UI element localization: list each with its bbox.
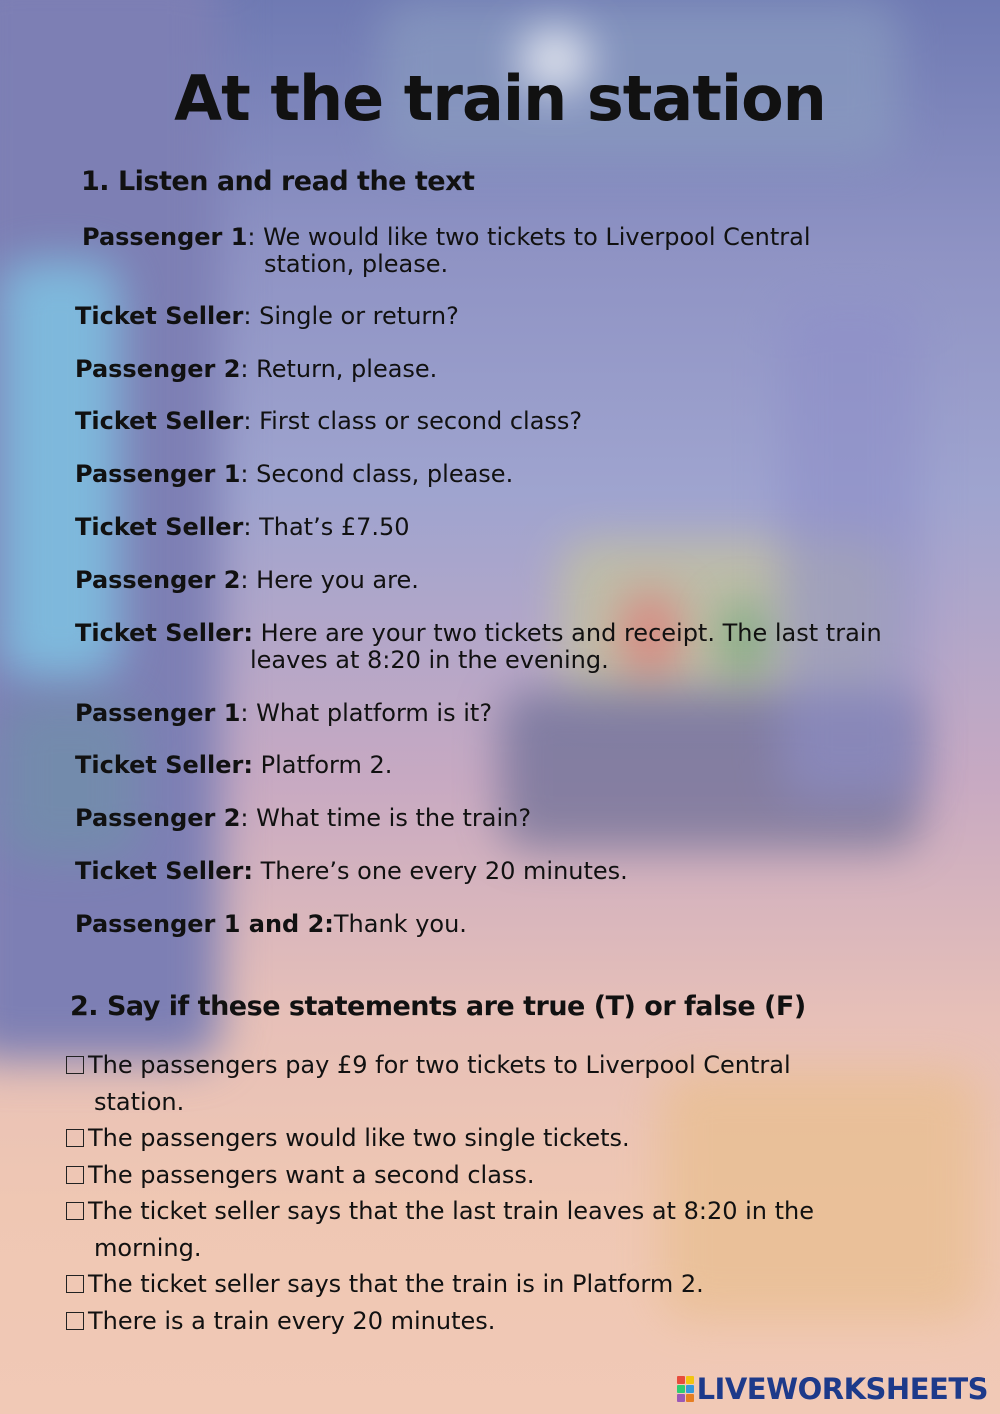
answer-checkbox[interactable]	[66, 1312, 84, 1330]
liveworksheets-logo[interactable]	[677, 1372, 988, 1406]
logo-text: LIVEWORKSHEETS	[696, 1372, 988, 1406]
speaker-name: Ticket Seller:	[75, 751, 253, 779]
false-letter: F	[775, 991, 794, 1022]
speaker-name: Passenger 1	[75, 460, 241, 488]
speaker-name: Passenger 1 and 2:	[75, 910, 334, 938]
dialogue-text: Single or return?	[259, 302, 459, 330]
speaker-name: Ticket Seller:	[75, 619, 253, 647]
speaker-separator: :	[243, 302, 260, 330]
statement-text: The ticket seller says that the train is in Platform 2.	[88, 1270, 704, 1298]
dialogue-line	[75, 461, 513, 488]
dialogue-text: Return, please.	[256, 355, 438, 383]
section-2-heading	[70, 991, 806, 1022]
speaker-separator: :	[240, 566, 257, 594]
speaker-name: Passenger 1	[82, 223, 248, 251]
dialogue-line	[75, 514, 410, 541]
section-1-heading: 1. Listen and read the text	[81, 166, 475, 197]
speaker-separator: :	[240, 460, 257, 488]
statement-item	[66, 1157, 926, 1194]
logo-square	[677, 1376, 685, 1384]
speaker-separator	[253, 751, 261, 779]
statement-item	[66, 1266, 926, 1303]
logo-square	[677, 1394, 685, 1402]
speaker-separator: :	[247, 223, 264, 251]
speaker-name: Ticket Seller	[75, 407, 244, 435]
statement-text: The ticket seller says that the last train leaves at 8:20 in the	[88, 1197, 814, 1225]
statement-item	[66, 1120, 926, 1157]
dialogue-line	[75, 752, 392, 779]
answer-checkbox[interactable]	[66, 1202, 84, 1220]
statement-text: The passengers want a second class.	[88, 1161, 535, 1189]
page-title: At the train station	[174, 62, 826, 135]
dialogue-line	[75, 303, 459, 330]
speaker-separator: :	[240, 804, 257, 832]
dialogue-text: Here you are.	[256, 566, 419, 594]
dialogue-line	[75, 700, 492, 727]
logo-square	[686, 1394, 694, 1402]
answer-checkbox[interactable]	[66, 1275, 84, 1293]
dialogue-text: What time is the train?	[256, 804, 532, 832]
statement-text: There is a train every 20 minutes.	[88, 1307, 496, 1335]
speaker-name: Passenger 2	[75, 566, 241, 594]
answer-checkbox[interactable]	[66, 1056, 84, 1074]
dialogue-text: Here are your two tickets and receipt. The last train	[260, 619, 882, 647]
dialogue-line	[75, 805, 531, 832]
dialogue-line	[75, 567, 419, 594]
speaker-separator: :	[243, 407, 260, 435]
statement-item	[66, 1303, 926, 1340]
speaker-name: Passenger 2	[75, 804, 241, 832]
dialogue-text: Thank you.	[333, 910, 467, 938]
dialogue-line	[75, 408, 582, 435]
dialogue-continuation: leaves at 8:20 in the evening.	[250, 646, 609, 674]
dialogue-line	[75, 620, 882, 647]
answer-checkbox[interactable]	[66, 1166, 84, 1184]
heading-text: ) or false (	[623, 991, 776, 1022]
speaker-separator	[253, 857, 261, 885]
statement-text: The passengers would like two single tickets.	[88, 1124, 630, 1152]
statement-item	[66, 1047, 926, 1121]
dialogue-text: Platform 2.	[260, 751, 393, 779]
speaker-separator	[253, 619, 261, 647]
speaker-name: Ticket Seller:	[75, 857, 253, 885]
dialogue-line	[82, 224, 811, 251]
speaker-separator: :	[240, 355, 257, 383]
dialogue-continuation: station, please.	[264, 250, 449, 278]
dialogue-text: We would like two tickets to Liverpool Central	[263, 223, 811, 251]
dialogue-text: That’s £7.50	[259, 513, 410, 541]
statement-item	[66, 1193, 926, 1267]
logo-square	[677, 1385, 685, 1393]
heading-text: )	[793, 991, 806, 1022]
dialogue-text: There’s one every 20 minutes.	[260, 857, 628, 885]
answer-checkbox[interactable]	[66, 1129, 84, 1147]
dialogue-text: What platform is it?	[256, 699, 493, 727]
dialogue-text: First class or second class?	[259, 407, 583, 435]
speaker-name: Passenger 2	[75, 355, 241, 383]
speaker-separator: :	[243, 513, 260, 541]
liveworksheets-logo-icon	[677, 1376, 694, 1402]
dialogue-text: Second class, please.	[256, 460, 514, 488]
speaker-name: Passenger 1	[75, 699, 241, 727]
heading-text: 2. Say if these statements are true (	[70, 991, 606, 1022]
speaker-name: Ticket Seller	[75, 513, 244, 541]
dialogue-line	[75, 356, 437, 383]
statement-continuation: station.	[94, 1088, 185, 1116]
speaker-name: Ticket Seller	[75, 302, 244, 330]
statement-continuation: morning.	[94, 1234, 202, 1262]
dialogue-line	[75, 858, 628, 885]
logo-square	[686, 1385, 694, 1393]
logo-square	[686, 1376, 694, 1384]
speaker-separator: :	[240, 699, 257, 727]
statement-text: The passengers pay £9 for two tickets to Liverpool Central	[88, 1051, 791, 1079]
dialogue-line	[75, 911, 467, 938]
true-letter: T	[605, 991, 624, 1022]
